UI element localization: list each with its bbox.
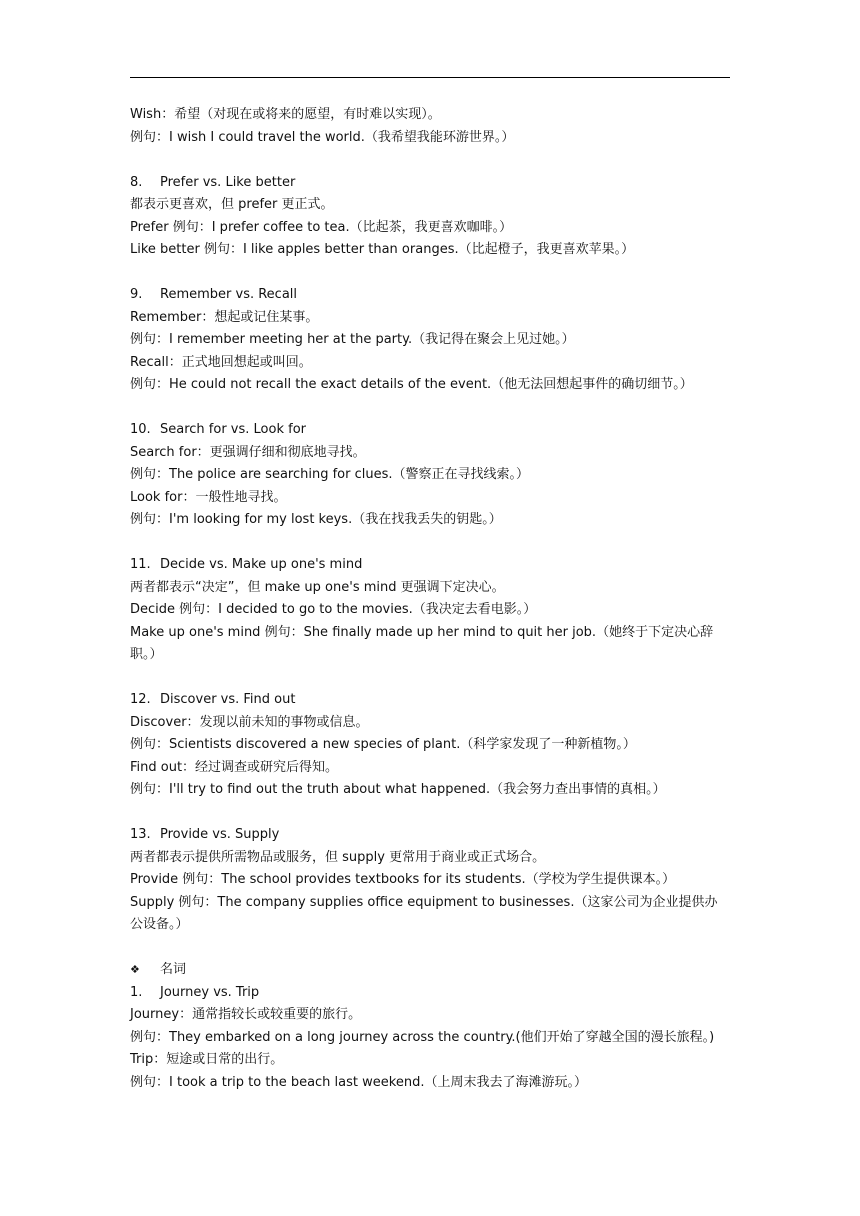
blank-line bbox=[130, 149, 734, 172]
text-line: 例句：He could not recall the exact details of the event.（他无法回想起事件的确切细节。） bbox=[130, 377, 693, 392]
blank-line bbox=[130, 397, 734, 420]
text-line: 公设备。） bbox=[130, 917, 189, 932]
text-line: Like better 例句：I like apples better than oranges.（比起橙子，我更喜欢苹果。） bbox=[130, 242, 635, 257]
text-line: Prefer 例句：I prefer coffee to tea.（比起茶，我更喜欢咖啡。） bbox=[130, 219, 513, 235]
numbered-heading bbox=[130, 284, 734, 307]
text-line: Journey：通常指较长或较重要的旅行。 bbox=[130, 1007, 362, 1022]
text-line: 例句：They embarked on a long journey across the country.(他们开始了穿越全国的漫长旅程。) bbox=[130, 1029, 715, 1045]
numbered-heading bbox=[130, 689, 734, 712]
numbered-heading bbox=[130, 554, 734, 577]
text-line: Remember：想起或记住某事。 bbox=[130, 309, 319, 325]
heading-text: Journey vs. Trip bbox=[160, 984, 260, 1000]
text-line: Provide 例句：The school provides textbooks for its students.（学校为学生提供课本。） bbox=[130, 872, 676, 887]
heading-text: Discover vs. Find out bbox=[160, 692, 296, 707]
text-line: 例句：I wish I could travel the world.（我希望我能环游世界。） bbox=[130, 129, 515, 145]
heading-text: Provide vs. Supply bbox=[160, 827, 280, 842]
item-number: 1. bbox=[130, 984, 143, 1000]
text-line: 例句：Scientists discovered a new species of plant.（科学家发现了一种新植物。） bbox=[130, 737, 636, 752]
text-line: Trip：短途或日常的出行。 bbox=[130, 1052, 284, 1067]
blank-line bbox=[130, 667, 734, 690]
text-line: Find out：经过调查或研究后得知。 bbox=[130, 759, 339, 775]
item-number: 10. bbox=[130, 422, 151, 437]
item-number: 12. bbox=[130, 692, 151, 707]
text-line: Discover：发现以前未知的事物或信息。 bbox=[130, 714, 369, 730]
text-line: Wish：希望（对现在或将来的愿望，有时难以实现）。 bbox=[130, 107, 441, 122]
text-line: 两者都表示“决定”，但 make up one's mind 更强调下定决心。 bbox=[130, 579, 505, 595]
heading-text: Search for vs. Look for bbox=[160, 422, 306, 437]
section-heading bbox=[130, 959, 734, 982]
item-number: 13. bbox=[130, 827, 151, 842]
item-number: 9. bbox=[130, 287, 143, 302]
text-line: Recall：正式地回想起或叫回。 bbox=[130, 354, 312, 370]
numbered-heading bbox=[130, 172, 734, 195]
text-line: 例句：I remember meeting her at the party.（我记得在聚会上见过她。） bbox=[130, 332, 575, 347]
text-line: 都表示更喜欢，但 prefer 更正式。 bbox=[130, 197, 334, 212]
text-line: 两者都表示提供所需物品或服务，但 supply 更常用于商业或正式场合。 bbox=[130, 849, 546, 865]
blank-line bbox=[130, 532, 734, 555]
text-line: 例句：The police are searching for clues.（警察正在寻找线索。） bbox=[130, 467, 530, 482]
text-line: 例句：I'm looking for my lost keys.（我在找我丢失的钥匙。） bbox=[130, 512, 502, 527]
text-line: 例句：I'll try to find out the truth about what happened.（我会努力查出事情的真相。） bbox=[130, 782, 666, 797]
blank-line bbox=[130, 802, 734, 825]
text-line: 职。） bbox=[130, 647, 163, 662]
numbered-heading bbox=[130, 824, 734, 847]
text-line: Look for：一般性地寻找。 bbox=[130, 489, 287, 505]
header-rule bbox=[130, 77, 730, 78]
bullet-icon: ❖ bbox=[130, 963, 140, 976]
item-number: 8. bbox=[130, 174, 143, 190]
heading-text: Decide vs. Make up one's mind bbox=[160, 557, 363, 572]
blank-line bbox=[130, 262, 734, 285]
numbered-heading bbox=[130, 982, 734, 1005]
text-line: Supply 例句：The company supplies office equipment to businesses.（这家公司为企业提供办 bbox=[130, 894, 718, 910]
heading-text: 名词 bbox=[160, 962, 187, 977]
text-line: 例句：I took a trip to the beach last weekend.（上周末我去了海滩游玩。） bbox=[130, 1074, 587, 1090]
text-line: Search for：更强调仔细和彻底地寻找。 bbox=[130, 444, 366, 460]
item-number: 11. bbox=[130, 557, 151, 572]
text-line: Make up one's mind 例句：She finally made up her mind to quit her job.（她终于下定决心辞 bbox=[130, 624, 714, 640]
numbered-heading bbox=[130, 419, 734, 442]
text-line: Decide 例句：I decided to go to the movies.（我决定去看电影。） bbox=[130, 602, 537, 617]
heading-text: Remember vs. Recall bbox=[160, 287, 298, 302]
heading-text: Prefer vs. Like better bbox=[160, 174, 296, 190]
document-body bbox=[130, 104, 734, 1094]
blank-line bbox=[130, 937, 734, 960]
